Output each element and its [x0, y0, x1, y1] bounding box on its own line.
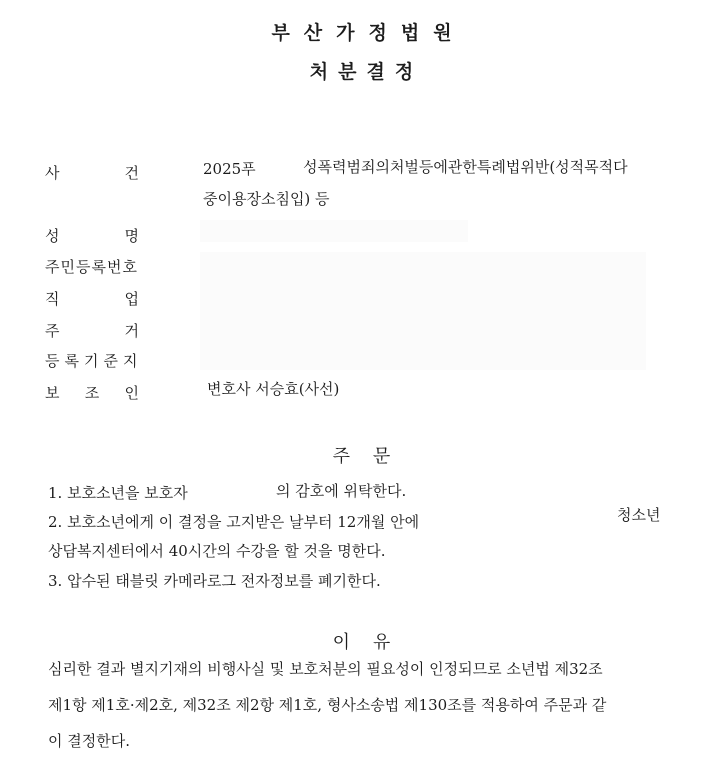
document-title: 처분결정	[309, 61, 424, 83]
redacted-name	[200, 220, 468, 242]
reason-line-1: 심리한 결과 별지기재의 비행사실 및 보호처분의 필요성이 인정되므로 소년법 제32조	[48, 660, 603, 678]
order-item-2a: 2. 보호소년에게 이 결정을 고지받은 날부터 12개월 안에	[48, 513, 420, 531]
order-item-2c: 상담복지센터에서 40시간의 수강을 할 것을 명한다.	[48, 542, 386, 560]
label-counsel: 보 조 인	[45, 384, 139, 402]
reason-line-3: 이 결정한다.	[48, 732, 130, 750]
case-crime-line1: 성폭력범죄의처벌등에관한특례법위반(성적목적다	[303, 158, 628, 176]
label-address: 주 거	[45, 322, 139, 340]
label-registered-domicile: 등록기준지	[45, 352, 143, 370]
order-item-2b: 청소년	[617, 506, 661, 524]
case-crime-line2: 중이용장소침입) 등	[203, 190, 330, 208]
counsel-value: 변호사 서승효(사선)	[207, 380, 340, 398]
order-heading: 주 문	[332, 446, 391, 467]
label-resident-number: 주민등록번호	[45, 258, 138, 276]
order-item-1b: 의 감호에 위탁한다.	[276, 482, 407, 500]
court-name: 부산가정법원	[271, 22, 466, 44]
order-item-3: 3. 압수된 태블릿 카메라로그 전자정보를 폐기한다.	[48, 572, 381, 590]
label-case: 사 건	[45, 164, 139, 182]
reason-heading: 이 유	[332, 632, 391, 653]
redacted-personal-info	[200, 252, 646, 370]
reason-line-2: 제1항 제1호·제2호, 제32조 제2항 제1호, 형사소송법 제130조를 적용하여 주문과 같	[48, 696, 607, 714]
label-name: 성 명	[45, 227, 139, 245]
case-number: 2025푸	[203, 160, 256, 178]
order-item-1a: 1. 보호소년을 보호자	[48, 484, 188, 502]
label-occupation: 직 업	[45, 290, 139, 308]
